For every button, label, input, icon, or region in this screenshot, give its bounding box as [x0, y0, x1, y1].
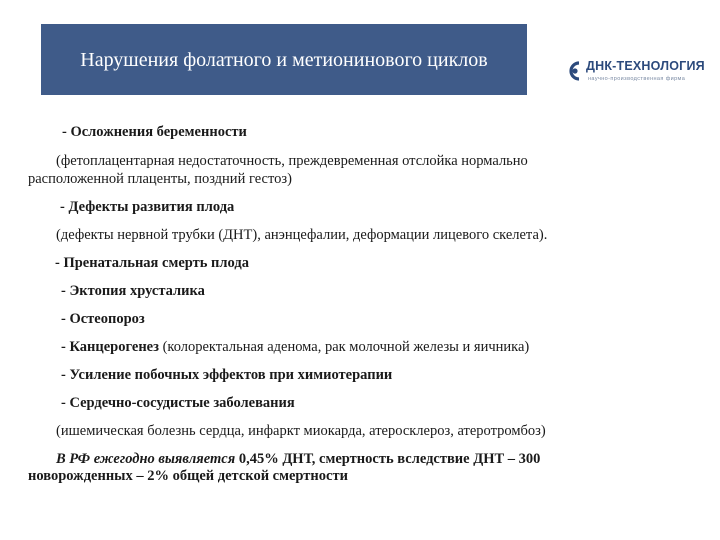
item-fetal-defects: - Дефекты развития плода	[60, 199, 235, 215]
stat-line-2: новорожденных – 2% общей детской смертности	[28, 468, 348, 484]
item-osteoporosis: - Остеопороз	[61, 311, 145, 327]
slide-title-box	[41, 24, 527, 95]
item-carcinogenesis	[61, 339, 529, 356]
item-lens-ectopia: - Эктопия хрусталика	[61, 283, 205, 299]
logo-tagline: научно-производственная фирма	[588, 76, 686, 82]
item-prenatal-death: - Пренатальная смерть плода	[55, 255, 249, 271]
dna-logo-icon	[566, 60, 584, 82]
item-pregnancy-complications: - Осложнения беременности	[62, 124, 247, 140]
logo-name: ДНК-ТЕХНОЛОГИЯ	[586, 59, 705, 73]
item-chemotherapy-effects: - Усиление побочных эффектов при химиотерапии	[61, 367, 393, 383]
stat-line-1	[56, 451, 540, 468]
item-pregnancy-details-2: расположенной плаценты, поздний гестоз)	[28, 171, 292, 187]
stat-lead: В РФ ежегодно выявляется	[56, 451, 236, 467]
stat-values: 0,45% ДНТ, смертность вследствие ДНТ – 300	[235, 451, 541, 467]
item-pregnancy-details-1: (фетоплацентарная недостаточность, преждевременная отслойка нормально	[56, 153, 528, 169]
item-cardiovascular: - Сердечно-сосудистые заболевания	[61, 395, 295, 411]
item-carcinogenesis-details: (колоректальная аденома, рак молочной железы и яичника)	[158, 339, 530, 355]
slide-title: Нарушения фолатного и метионинового циклов	[80, 48, 488, 71]
company-logo	[566, 57, 705, 89]
item-carcinogenesis-label: - Канцерогенез	[61, 339, 159, 355]
item-fetal-defects-details: (дефекты нервной трубки (ДНТ), анэнцефалии, деформации лицевого скелета).	[56, 227, 548, 243]
item-cardiovascular-details: (ишемическая болезнь сердца, инфаркт миокарда, атеросклероз, атеротромбоз)	[56, 423, 546, 439]
